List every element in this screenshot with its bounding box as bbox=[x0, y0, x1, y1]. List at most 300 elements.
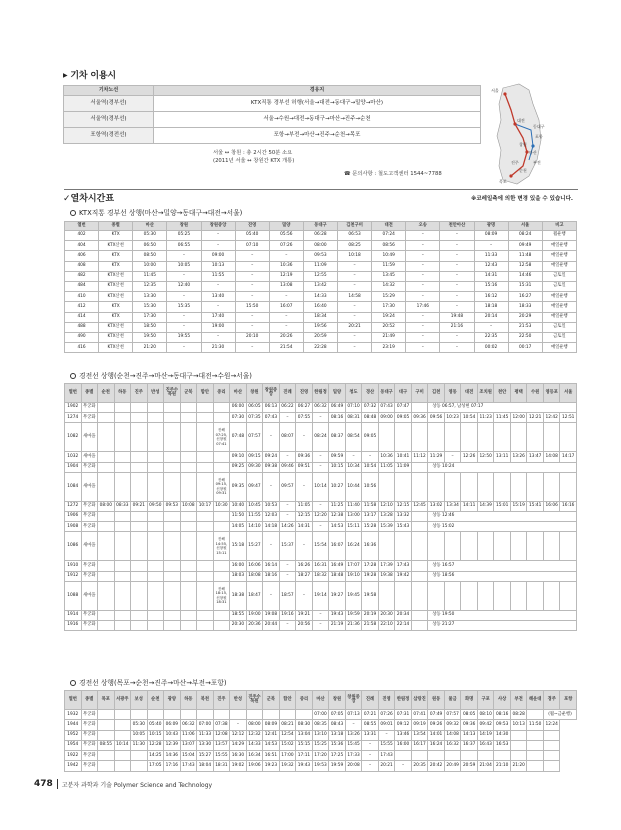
table-cell: 19:45 bbox=[345, 581, 362, 610]
table-cell bbox=[147, 571, 164, 581]
table-cell: 09:57 bbox=[279, 472, 296, 501]
table-cell: 14:46 bbox=[508, 271, 542, 281]
table-cell bbox=[494, 581, 511, 610]
table-cell bbox=[197, 620, 214, 630]
table-cell: 새마을 bbox=[81, 472, 98, 501]
table-cell bbox=[411, 403, 428, 413]
table-cell bbox=[213, 571, 230, 581]
table-cell bbox=[461, 751, 478, 761]
table-cell: – bbox=[167, 251, 201, 261]
table-cell: 09:05 bbox=[362, 423, 379, 452]
table-cell: 18:31 bbox=[213, 761, 230, 771]
table-cell bbox=[180, 403, 197, 413]
table-cell: 15:02 bbox=[279, 740, 296, 750]
table-cell: 12:50 bbox=[477, 452, 494, 462]
table-cell: 10:36 bbox=[269, 261, 303, 271]
table-cell bbox=[444, 472, 461, 501]
table-cell: 17:11 bbox=[296, 751, 313, 761]
table-cell bbox=[411, 610, 428, 620]
table-cell: 07:30 bbox=[230, 413, 247, 423]
column-header: 창원 bbox=[167, 222, 201, 231]
map-label: 목포 bbox=[499, 179, 507, 184]
table-cell: 13:26 bbox=[510, 452, 527, 462]
table-cell: 13:34 bbox=[444, 501, 461, 511]
table-cell: 09:35 bbox=[230, 472, 247, 501]
table-cell bbox=[114, 751, 131, 761]
column-header: 한림정 bbox=[312, 384, 329, 403]
table-row bbox=[65, 403, 577, 413]
table-cell: 19:27 bbox=[329, 581, 346, 610]
table-cell: 1272 bbox=[65, 501, 82, 511]
table-cell bbox=[180, 561, 197, 571]
table-cell bbox=[477, 581, 494, 610]
table-cell: 무궁화 bbox=[81, 730, 98, 740]
table-cell bbox=[147, 511, 164, 521]
table-cell: 14:05 bbox=[230, 522, 247, 532]
table-cell: 매일운행 bbox=[542, 292, 576, 302]
table-cell bbox=[147, 472, 164, 501]
table-cell: 매일운행 bbox=[542, 312, 576, 322]
table-cell bbox=[411, 571, 428, 581]
table-cell: 금토일 bbox=[542, 271, 576, 281]
table-cell bbox=[444, 423, 461, 452]
table-cell bbox=[164, 571, 181, 581]
table-cell: 13:08 bbox=[269, 281, 303, 291]
table-cell bbox=[543, 751, 560, 761]
table-cell: 상동 21:27 bbox=[428, 620, 577, 630]
table-cell: 12:24 bbox=[543, 720, 560, 730]
table-cell bbox=[114, 452, 131, 462]
table-cell bbox=[131, 522, 148, 532]
column-header: 대구 bbox=[395, 384, 412, 403]
table-cell: – bbox=[279, 620, 296, 630]
table-cell: 19:43 bbox=[296, 761, 313, 771]
table-cell: 404 bbox=[65, 241, 99, 251]
table-cell: 15:15 bbox=[296, 740, 313, 750]
table-cell bbox=[131, 571, 148, 581]
table-row bbox=[65, 571, 577, 581]
table-row bbox=[65, 251, 577, 261]
table-cell bbox=[180, 581, 197, 610]
table-cell: 상동 06:57, 남성현 07:17 bbox=[428, 403, 577, 413]
table-cell: 19:21 bbox=[296, 610, 313, 620]
table-cell: 14:36 bbox=[164, 751, 181, 761]
table-cell: 15:29 bbox=[372, 292, 406, 302]
table-cell bbox=[428, 532, 445, 561]
table-cell: 21:20 bbox=[510, 761, 527, 771]
table-cell: 13:11 bbox=[494, 452, 511, 462]
table-cell bbox=[197, 710, 214, 720]
table-cell: – bbox=[312, 620, 329, 630]
table-cell: 19:59 bbox=[329, 761, 346, 771]
table-cell bbox=[114, 710, 131, 720]
table-cell bbox=[131, 710, 148, 720]
table-cell bbox=[114, 413, 131, 423]
table-cell: 16:51 bbox=[263, 751, 280, 761]
table-cell: – bbox=[235, 292, 269, 302]
table-cell: 15:36 bbox=[329, 740, 346, 750]
table-cell bbox=[213, 462, 230, 472]
table-cell: KTX산천 bbox=[99, 241, 133, 251]
table-row bbox=[65, 751, 577, 761]
table-cell bbox=[560, 532, 577, 561]
table-cell: 19:43 bbox=[329, 610, 346, 620]
table-cell bbox=[230, 710, 247, 720]
table-cell: 14:25 bbox=[147, 751, 164, 761]
table-cell: 21:16 bbox=[440, 322, 474, 332]
table-cell: 16:07 bbox=[329, 532, 346, 561]
table-cell: 08:16 bbox=[329, 413, 346, 423]
table-cell: – bbox=[201, 231, 235, 241]
table-cell: 무궁화 bbox=[81, 403, 98, 413]
column-header: 군북 bbox=[263, 691, 280, 710]
table-cell bbox=[164, 610, 181, 620]
table-cell: 무궁화 bbox=[81, 710, 98, 720]
column-header: 동대구 bbox=[378, 384, 395, 403]
table-cell: 19:10 bbox=[345, 571, 362, 581]
table-cell bbox=[494, 532, 511, 561]
table-cell: 1912 bbox=[65, 571, 82, 581]
table-cell: – bbox=[345, 452, 362, 462]
ktx-table-title bbox=[70, 207, 242, 217]
table-cell: 20:36 bbox=[246, 620, 263, 630]
table-cell: 13:32 bbox=[395, 511, 412, 521]
table-cell bbox=[180, 710, 197, 720]
korea-route-map bbox=[489, 80, 549, 188]
table-cell: 10:15 bbox=[147, 730, 164, 740]
table-cell bbox=[164, 452, 181, 462]
table-cell bbox=[510, 730, 527, 740]
table-cell bbox=[411, 462, 428, 472]
table-cell: 10:41 bbox=[395, 452, 412, 462]
table-cell: 20:19 bbox=[362, 610, 379, 620]
table-cell bbox=[98, 511, 115, 521]
column-header: 진례 bbox=[279, 384, 296, 403]
table-cell: 07:32 bbox=[362, 403, 379, 413]
table-cell: 09:59 bbox=[329, 452, 346, 462]
column-header: 하동 bbox=[114, 384, 131, 403]
table-cell: 08:55 bbox=[98, 740, 115, 750]
table-cell: – bbox=[269, 312, 303, 322]
table-cell: – bbox=[296, 532, 313, 561]
table-cell: 10:15 bbox=[329, 462, 346, 472]
table-cell: 07:55 bbox=[296, 413, 313, 423]
table-cell bbox=[131, 751, 148, 761]
table-cell bbox=[213, 561, 230, 571]
table-cell: 15:16 bbox=[474, 281, 508, 291]
table-cell: 10:14 bbox=[114, 740, 131, 750]
table-cell: 14:32 bbox=[372, 281, 406, 291]
table-cell: 09:53 bbox=[303, 251, 337, 261]
table-cell: 20:10 bbox=[235, 332, 269, 342]
table-cell bbox=[395, 581, 412, 610]
table-cell: – bbox=[406, 322, 440, 332]
table-cell: 11:06 bbox=[180, 730, 197, 740]
table-cell: 18:27 bbox=[296, 571, 313, 581]
table-cell: 08:56 bbox=[372, 241, 406, 251]
table-cell: – bbox=[474, 322, 508, 332]
table-cell: 16:12 bbox=[474, 292, 508, 302]
table-cell bbox=[98, 730, 115, 740]
table-row bbox=[65, 532, 577, 561]
table-cell: 07:35 bbox=[246, 413, 263, 423]
table-cell bbox=[510, 751, 527, 761]
table-cell bbox=[444, 532, 461, 561]
table-cell: – bbox=[406, 281, 440, 291]
table-cell bbox=[114, 522, 131, 532]
table-cell: 1902 bbox=[65, 403, 82, 413]
table-cell: KTX bbox=[99, 251, 133, 261]
gyeongjeon-pohang-title-text: 경전선 상행(목포→순천→진주→마산→부전→포항) bbox=[79, 679, 227, 687]
table-cell bbox=[164, 710, 181, 720]
table-cell: 1910 bbox=[65, 561, 82, 571]
table-cell: 18:18 bbox=[474, 302, 508, 312]
table-cell bbox=[543, 740, 560, 750]
table-cell: 08:37 bbox=[329, 423, 346, 452]
table-cell: 07:43 bbox=[263, 413, 280, 423]
column-header: 경산 bbox=[362, 384, 379, 403]
table-cell: 06:53 bbox=[338, 231, 372, 241]
table-cell bbox=[114, 561, 131, 571]
table-cell: 10:53 bbox=[263, 501, 280, 511]
table-cell: 05:25 bbox=[167, 231, 201, 241]
table-cell: 06:13 bbox=[263, 403, 280, 413]
table-cell: 11:50 bbox=[230, 511, 247, 521]
table-cell: 16:00 bbox=[395, 740, 412, 750]
map-label: 순천 bbox=[519, 168, 527, 173]
table-cell bbox=[197, 522, 214, 532]
table-cell: 10:05 bbox=[167, 261, 201, 271]
table-cell: 12:20 bbox=[312, 511, 329, 521]
table-cell: – bbox=[279, 561, 296, 571]
table-cell: – bbox=[440, 251, 474, 261]
table-cell: 무궁화 bbox=[81, 413, 98, 423]
table-cell: 1944 bbox=[65, 720, 82, 730]
table-cell: 09:36 bbox=[461, 720, 478, 730]
table-cell: 18:38 bbox=[230, 581, 247, 610]
table-cell: 09:42 bbox=[477, 720, 494, 730]
map-label: 동대구 bbox=[533, 124, 545, 129]
ktx-timetable bbox=[64, 221, 577, 353]
table-cell: 09:30 bbox=[246, 462, 263, 472]
table-cell: 10:36 bbox=[378, 452, 395, 462]
table-cell bbox=[164, 581, 181, 610]
table-cell bbox=[98, 462, 115, 472]
table-cell: – bbox=[312, 452, 329, 462]
table-cell: 09:36 bbox=[296, 452, 313, 462]
page-number: 478 bbox=[34, 779, 53, 789]
table-cell bbox=[114, 571, 131, 581]
table-cell: 16:37 bbox=[461, 740, 478, 750]
table-cell bbox=[560, 423, 577, 452]
table-cell bbox=[477, 472, 494, 501]
table-cell bbox=[98, 413, 115, 423]
table-cell bbox=[279, 710, 296, 720]
table-cell bbox=[147, 710, 164, 720]
table-cell bbox=[164, 511, 181, 521]
table-cell: 11:09 bbox=[303, 261, 337, 271]
table-cell: 14:19 bbox=[477, 730, 494, 740]
table-cell: 12:43 bbox=[474, 261, 508, 271]
table-cell bbox=[527, 740, 544, 750]
map-label: 부전 bbox=[533, 160, 541, 165]
table-cell: 15:01 bbox=[494, 501, 511, 511]
table-cell: 06:22 bbox=[279, 403, 296, 413]
table-cell bbox=[98, 522, 115, 532]
table-cell: 11:09 bbox=[395, 462, 412, 472]
column-header: 사상 bbox=[494, 691, 511, 710]
table-cell: 07:05 bbox=[329, 710, 346, 720]
table-cell: 16:26 bbox=[296, 561, 313, 571]
table-cell: 17:28 bbox=[362, 561, 379, 571]
table-cell bbox=[98, 472, 115, 501]
table-cell: 22:14 bbox=[395, 620, 412, 630]
table-cell: – bbox=[201, 302, 235, 312]
table-cell: 20:49 bbox=[444, 761, 461, 771]
table-cell: 무궁화 bbox=[81, 522, 98, 532]
table-cell: 13:26 bbox=[345, 730, 362, 740]
table-cell: 20:14 bbox=[474, 312, 508, 322]
table-cell bbox=[543, 730, 560, 740]
table-cell: – bbox=[440, 241, 474, 251]
table-cell: 07:48 bbox=[230, 423, 247, 452]
table-cell bbox=[98, 751, 115, 761]
table-cell: 08:00 bbox=[246, 720, 263, 730]
table-cell: 무궁화 bbox=[81, 610, 98, 620]
column-header: 동대구 bbox=[303, 222, 337, 231]
table-cell: 17:39 bbox=[378, 561, 395, 571]
table-cell: 06:49 bbox=[329, 403, 346, 413]
route-cell: 서울역(경부선) bbox=[64, 112, 154, 128]
column-header: 천안아산 bbox=[440, 222, 474, 231]
table-cell: 08:09 bbox=[474, 231, 508, 241]
table-cell: – bbox=[279, 571, 296, 581]
table-cell: 15:41 bbox=[527, 501, 544, 511]
table-cell: 07:47 bbox=[395, 403, 412, 413]
route-cell: KTX직통 경부선 허행(서울→대전→동대구→밀양→마산) bbox=[154, 96, 481, 112]
table-row bbox=[65, 522, 577, 532]
table-cell: – bbox=[269, 292, 303, 302]
table-cell: 18:16 bbox=[263, 571, 280, 581]
column-header: 물금 bbox=[444, 691, 461, 710]
table-cell bbox=[131, 761, 148, 771]
table-cell bbox=[527, 472, 544, 501]
column-header: 화명 bbox=[461, 691, 478, 710]
table-cell: 1904 bbox=[65, 462, 82, 472]
table-row bbox=[65, 730, 577, 740]
table-cell: 09:36 bbox=[411, 413, 428, 423]
table-cell bbox=[411, 423, 428, 452]
table-row bbox=[65, 710, 577, 720]
table-cell: 15:37 bbox=[279, 532, 296, 561]
column-header: 서광주 bbox=[114, 691, 131, 710]
table-cell: – bbox=[406, 231, 440, 241]
table-cell bbox=[527, 581, 544, 610]
table-row bbox=[65, 501, 577, 511]
table-cell: – bbox=[235, 251, 269, 261]
column-header: 마산 bbox=[133, 222, 167, 231]
table-cell: 18:03 bbox=[230, 571, 247, 581]
table-cell: 15:35 bbox=[167, 302, 201, 312]
table-cell: 11:29 bbox=[428, 452, 445, 462]
table-cell: 20:29 bbox=[508, 312, 542, 322]
table-cell bbox=[411, 581, 428, 610]
table-cell: – bbox=[312, 610, 329, 620]
table-cell bbox=[527, 761, 544, 771]
ktx-table-title-text: KTX직통 경부선 상행(마산→밀양→동대구→대전→서울) bbox=[79, 209, 243, 217]
table-cell: 19:00 bbox=[246, 610, 263, 620]
table-cell: 18:57 bbox=[279, 581, 296, 610]
table-cell: 09:19 bbox=[411, 720, 428, 730]
table-cell: 12:58 bbox=[508, 261, 542, 271]
table-cell: 09:05 bbox=[395, 413, 412, 423]
table-row bbox=[65, 281, 577, 291]
table-cell bbox=[114, 462, 131, 472]
table-cell: 08:35 bbox=[312, 720, 329, 730]
table-cell bbox=[98, 561, 115, 571]
table-cell: 09:26 bbox=[428, 720, 445, 730]
table-cell: – bbox=[269, 251, 303, 261]
column-header: 열번 bbox=[65, 222, 99, 231]
table-cell: 상동 16:57 bbox=[428, 561, 577, 571]
table-cell bbox=[114, 581, 131, 610]
table-cell bbox=[510, 423, 527, 452]
table-cell: 10:56 bbox=[362, 472, 379, 501]
table-cell: – bbox=[167, 343, 201, 353]
table-cell bbox=[147, 522, 164, 532]
table-cell: – bbox=[167, 312, 201, 322]
table-cell: – bbox=[395, 761, 412, 771]
table-cell bbox=[114, 761, 131, 771]
table-cell bbox=[131, 403, 148, 413]
table-cell bbox=[213, 403, 230, 413]
column-header: 반성 bbox=[147, 384, 164, 403]
table-cell bbox=[98, 620, 115, 630]
table-cell: 무궁화 bbox=[81, 462, 98, 472]
gyeongjeon-seoul-timetable bbox=[64, 383, 577, 631]
table-cell bbox=[378, 423, 395, 452]
table-cell: – bbox=[440, 281, 474, 291]
table-cell bbox=[510, 472, 527, 501]
bullet-icon bbox=[70, 680, 76, 686]
table-cell: 488 bbox=[65, 322, 99, 332]
table-cell: – bbox=[312, 522, 329, 532]
table-cell bbox=[180, 511, 197, 521]
column-header: 종별 bbox=[81, 384, 98, 403]
table-cell: 19:42 bbox=[395, 571, 412, 581]
table-cell: 402 bbox=[65, 231, 99, 241]
table-cell: – bbox=[279, 413, 296, 423]
column-header: 대전 bbox=[461, 384, 478, 403]
table-cell: 15:11 bbox=[345, 522, 362, 532]
table-cell bbox=[114, 532, 131, 561]
table-cell bbox=[395, 472, 412, 501]
table-cell: 09:25 bbox=[230, 462, 247, 472]
table-cell: 무궁화 bbox=[81, 720, 98, 730]
table-cell: 14:30 bbox=[494, 730, 511, 740]
table-cell bbox=[197, 511, 214, 521]
table-cell: 17:43 bbox=[180, 761, 197, 771]
table-cell: 15:43 bbox=[395, 522, 412, 532]
table-cell: 12:15 bbox=[395, 501, 412, 511]
table-cell: 10:54 bbox=[362, 462, 379, 472]
table-cell: 11:45 bbox=[133, 271, 167, 281]
table-cell: 11:58 bbox=[362, 501, 379, 511]
table-cell: 10:13 bbox=[510, 720, 527, 730]
table-cell: 15:45 bbox=[345, 740, 362, 750]
table-cell: 상동 18:56 bbox=[428, 571, 577, 581]
table-cell: 12:41 bbox=[263, 730, 280, 740]
